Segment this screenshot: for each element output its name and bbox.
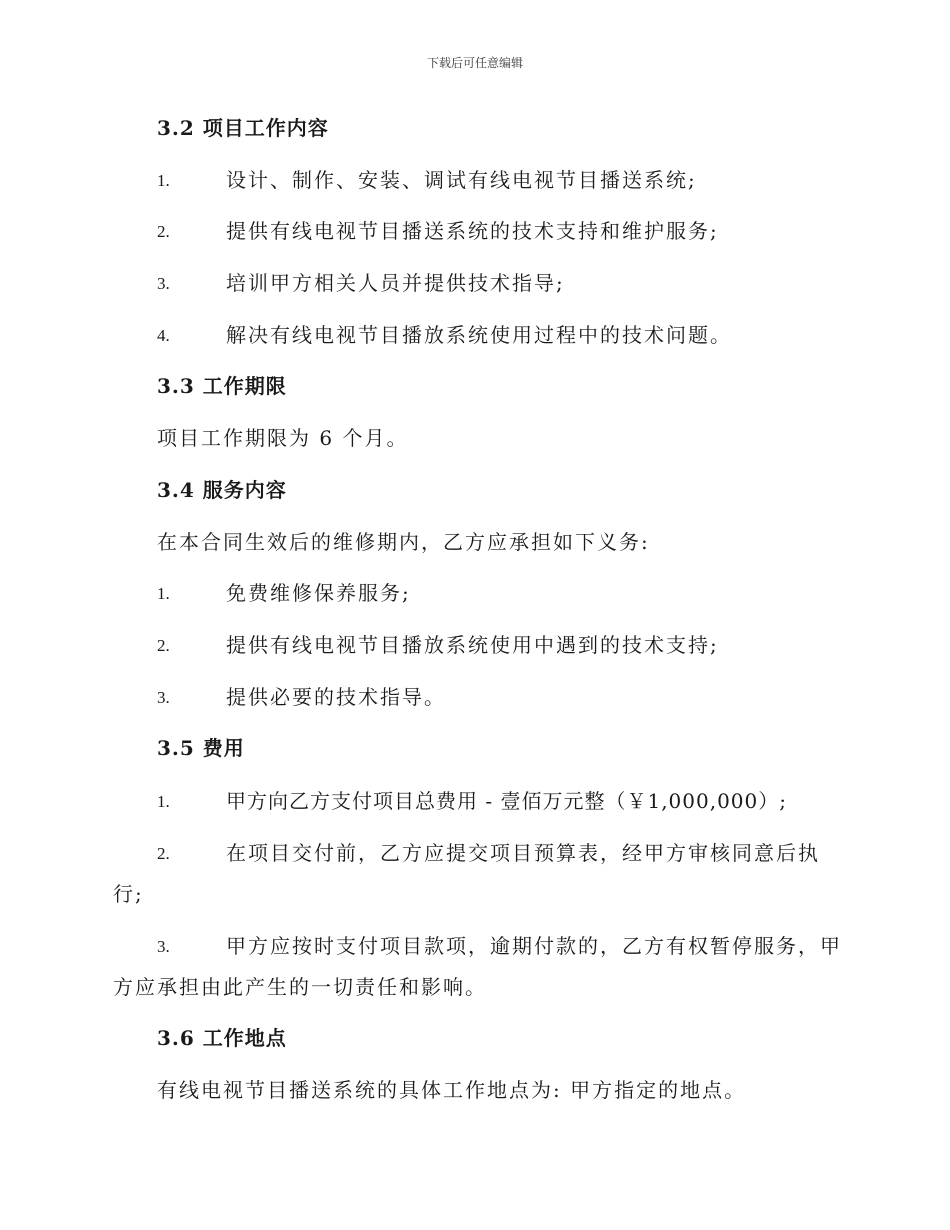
list-item-number: 3. [157,688,170,707]
list-item-number: 3. [157,274,170,293]
list-item-text: 解决有线电视节目播放系统使用过程中的技术问题。 [226,323,732,347]
list-item-number: 1. [157,171,170,190]
list-item-text: 提供有线电视节目播放系统使用中遇到的技术支持; [226,633,719,657]
list-item-text: 提供有线电视节目播送系统的技术支持和维护服务; [226,219,719,243]
list-item-number: 1. [157,792,170,811]
list-item-text: 设计、制作、安装、调试有线电视节目播送系统; [226,168,697,192]
list-item-number: 2. [157,636,170,655]
list-item-number: 2. [157,222,170,241]
list-item-text: 在项目交付前，乙方应提交项目预算表，经甲方审核同意后执 [226,841,820,865]
list-item-text-continued: 行; [113,882,144,906]
list-item-number: 1. [157,584,170,603]
list-item-text: 甲方应按时支付项目款项，逾期付款的，乙方有权暂停服务，甲 [226,934,842,958]
section-heading-3-2: 3.2 项目工作内容 [157,116,329,140]
list-item-text: 甲方向乙方支付项目总费用 - 壹佰万元整（￥1,000,000）; [226,789,787,813]
list-item-text: 提供必要的技术指导。 [226,685,446,709]
page-header: 下载后可任意编辑 [426,56,523,70]
paragraph: 有线电视节目播送系统的具体工作地点为: 甲方指定的地点。 [157,1078,747,1102]
section-heading-3-3: 3.3 工作期限 [157,374,287,398]
paragraph: 项目工作期限为 6 个月。 [157,426,409,450]
section-heading-3-5: 3.5 费用 [157,736,245,760]
section-heading-3-6: 3.6 工作地点 [157,1026,287,1050]
section-heading-3-4: 3.4 服务内容 [157,478,287,502]
list-item-number: 2. [157,844,170,863]
list-item-text-continued: 方应承担由此产生的一切责任和影响。 [113,975,487,999]
list-item-text: 培训甲方相关人员并提供技术指导; [226,271,565,295]
list-item-number: 3. [157,937,170,956]
paragraph: 在本合同生效后的维修期内，乙方应承担如下义务: [157,530,650,554]
list-item-text: 免费维修保养服务; [226,581,411,605]
list-item-number: 4. [157,326,170,345]
